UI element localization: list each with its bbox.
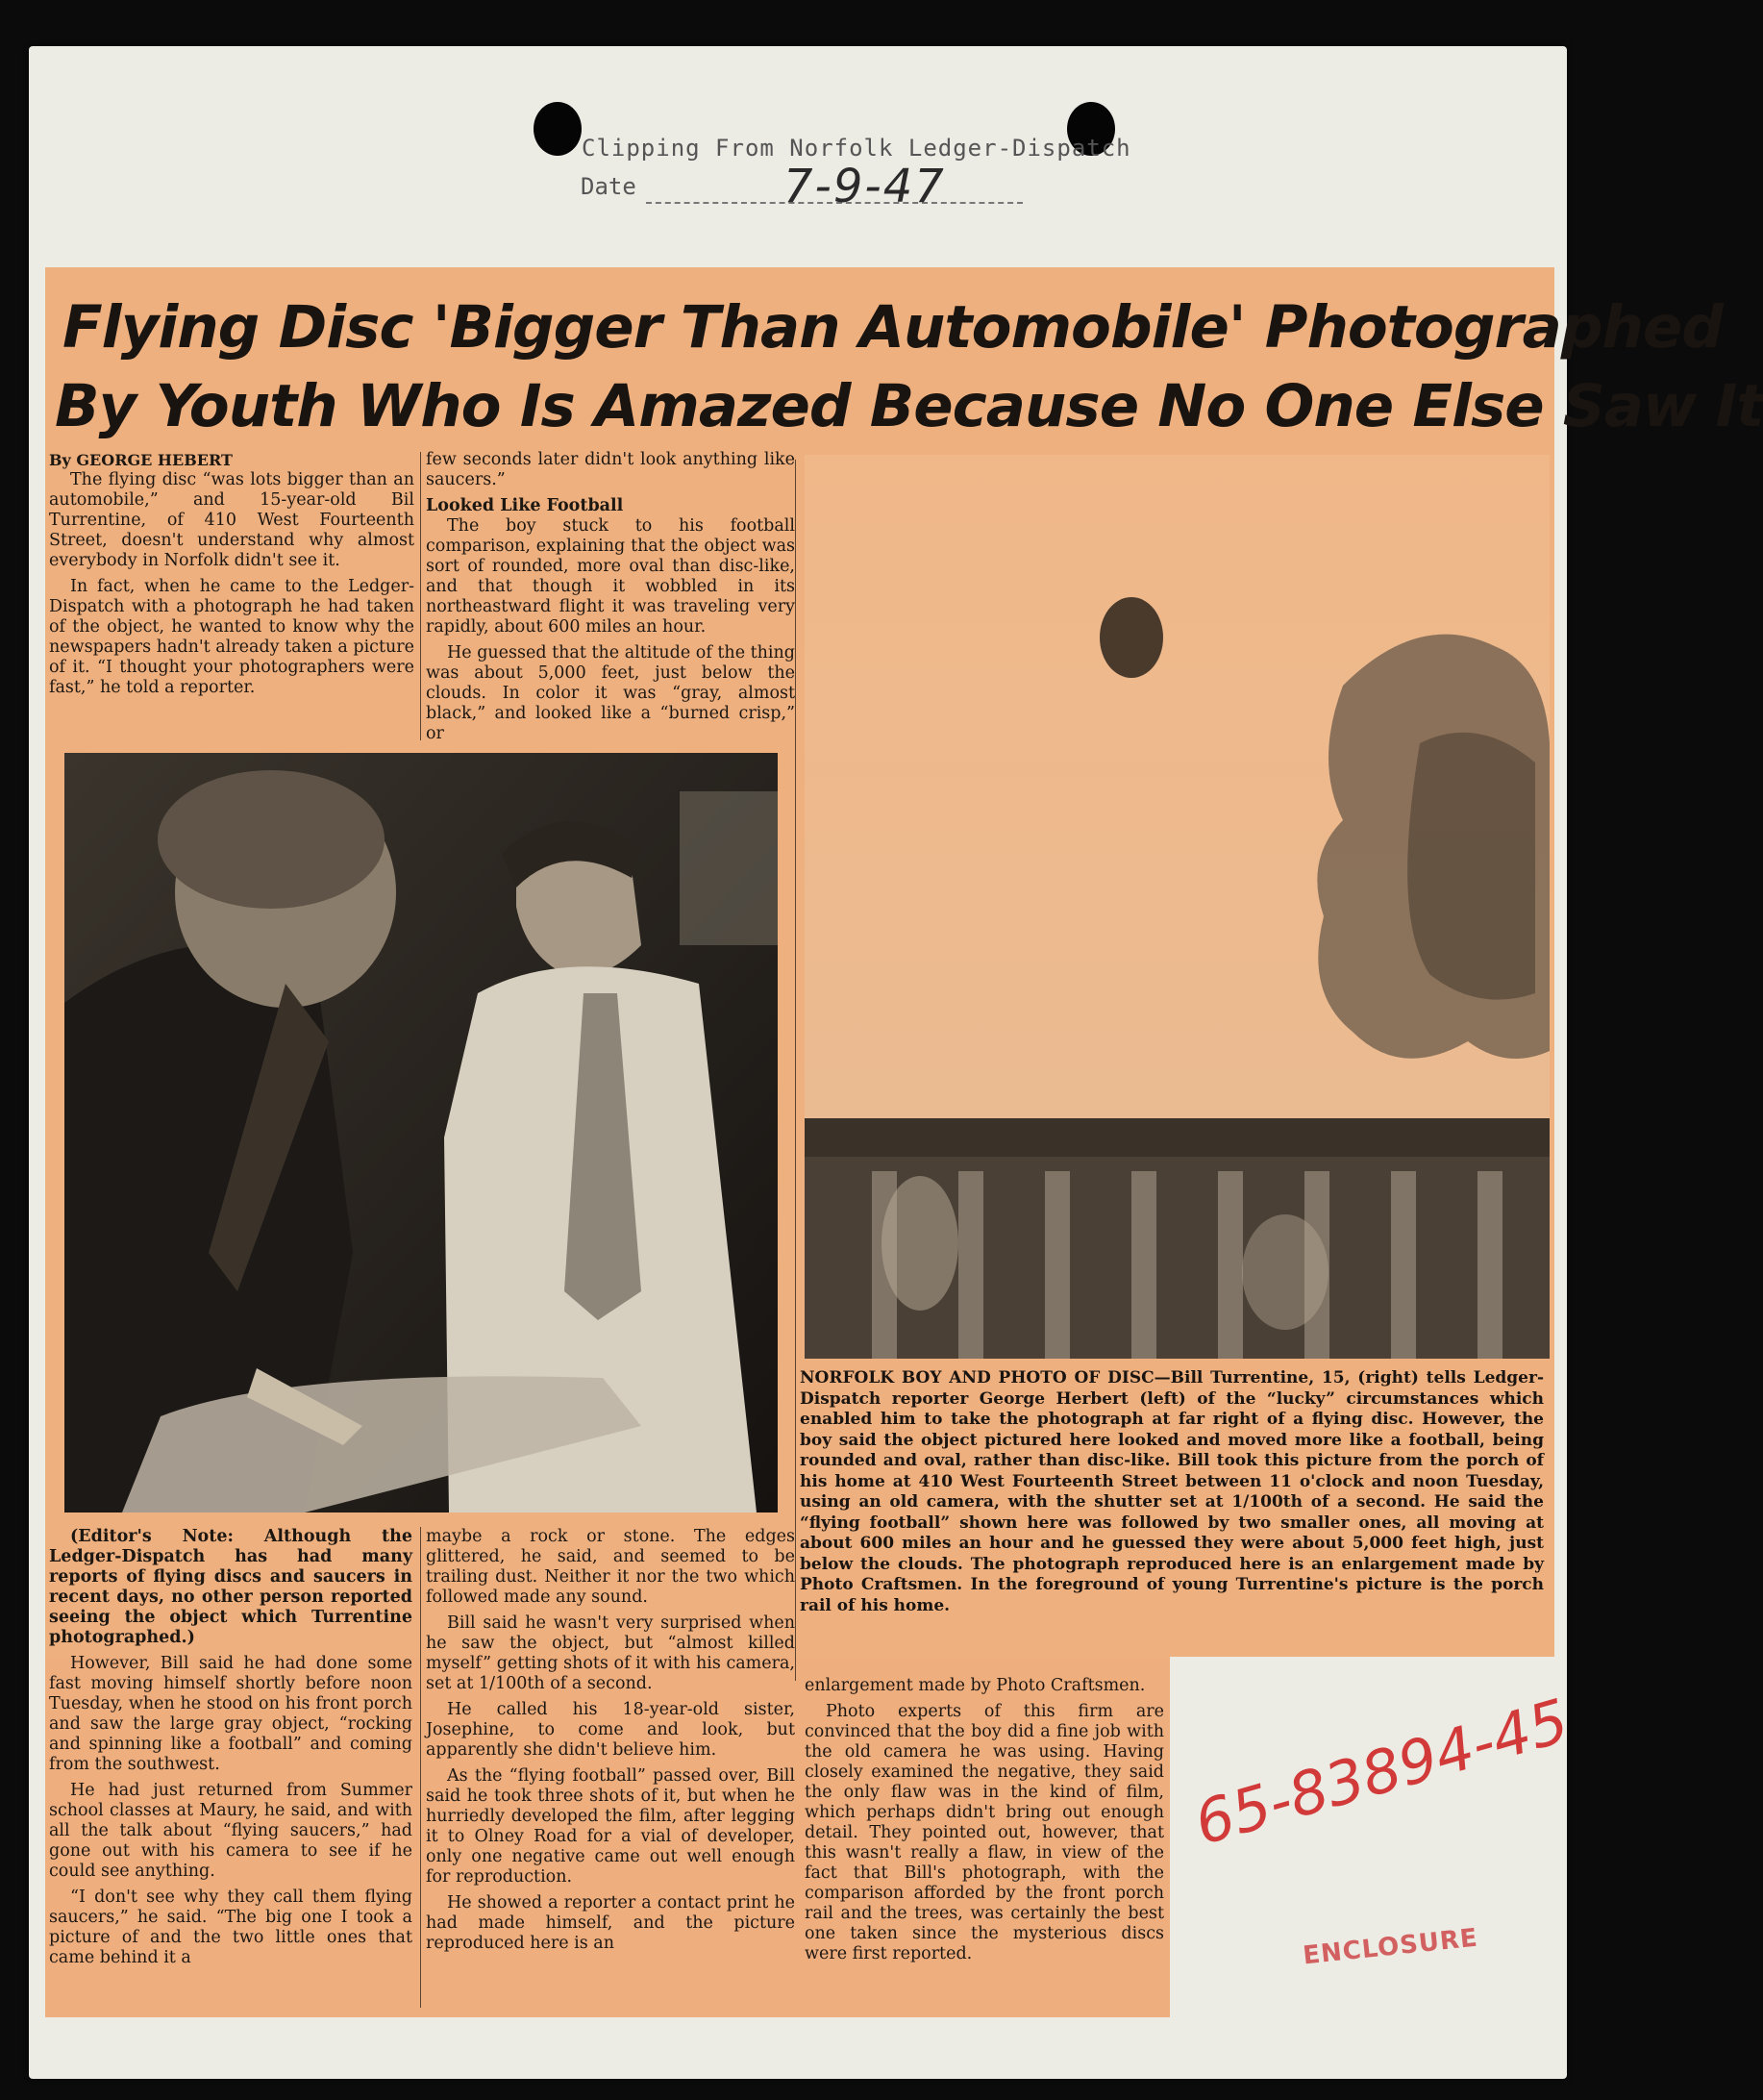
column-rule [420,452,421,740]
clipping-source-stamp: Clipping From Norfolk Ledger-Dispatch [582,135,1131,162]
column-rule [420,1527,421,2008]
enclosure-stamp: ENCLOSURE [1301,1923,1480,1971]
paragraph: The boy stuck to his football comparison, explaining that the object was sort of rounded, more oval than disc-like, and that though it wobbled in its northeastward flight it was traveling very rapidly, about 600 miles an hour. [426,516,795,637]
headline-line-1: Flying Disc 'Bigger Than Automobile' Photographed [62,293,1723,362]
paragraph: He had just returned from Summer school classes at Maury, he said, and with all the talk about “flying saucers,” had gone out with his camera to see if he could see anything. [49,1781,412,1881]
editor-note: (Editor's Note: Although the Ledger-Dispatch has had many reports of flying discs and saucers in recent days, no other person reported seeing the object which Turrentine photographed.) [49,1527,412,1647]
sky-and-porch-illustration [805,455,1550,1359]
punch-hole-left [534,102,582,156]
photo-caption: NORFOLK BOY AND PHOTO OF DISC—Bill Turrentine, 15, (right) tells Ledger-Dispatch reporter George Herbert (left) of the “lucky” circumstances which enabled him to take the photograph at far right of a flying disc. However, the boy said the object pictured here looked and moved more like a football, being rounded and oval, rather than disc-like. Bill took this picture from the porch of his home at 410 West Fourteenth Street between 11 o'clock and noon Tuesday, using an old camera, with the shutter set at 1/100th of a second. He said the “flying football” shown here was followed by two smaller ones, all moving at about 600 miles an hour and he guessed they were about 5,000 feet high, just below the clouds. The photograph reproduced here is an enlargement made by Photo Craftsmen. In the foreground of young Turrentine's picture is the porch rail of his home. [800,1368,1544,1615]
paragraph: “I don't see why they call them flying saucers,” he said. “The big one I took a picture of and the two little ones that came behind it a [49,1888,412,1967]
headline-line-2: By Youth Who Is Amazed Because No One Else Saw It [55,372,1763,440]
paragraph: As the “flying football” passed over, Bill said he took three shots of it, but when he hurriedly developed the film, after legging it to Olney Road for a vial of developer, only one negative came out well enough for reproduction. [426,1766,795,1887]
date-label: Date [581,173,636,200]
paragraph: few seconds later didn't look anything like saucers.” [426,450,795,489]
paragraph: maybe a rock or stone. The edges glittered, he said, and seemed to be trailing dust. Neither it nor the two which followed made any sound. [426,1527,795,1607]
paragraph: He guessed that the altitude of the thing was about 5,000 feet, just below the clouds. In color it was “gray, almost black,” and looked like a “burned crisp,” or [426,643,795,743]
handwritten-file-number: 65-83894-45 [1186,1685,1577,1859]
paragraph: In fact, when he came to the Ledger-Dispatch with a photograph he had taken of the object, he wanted to know why the newspapers hadn't already taken a picture of it. “I thought your photographers were fast,” he told a reporter. [49,577,414,697]
paragraph: He called his 18-year-old sister, Josephine, to come and look, but apparently she didn't believe him. [426,1700,795,1760]
byline: By GEORGE HEBERT [49,451,233,469]
disc-object [1100,597,1163,678]
subhead: Looked Like Football [426,496,624,515]
paragraph: He showed a reporter a contact print he had made himself, and the picture reproduced here is an [426,1893,795,1953]
paragraph: enlargement made by Photo Craftsmen. [805,1676,1146,1695]
paragraph: The flying disc “was lots bigger than an automobile,” and 15-year-old Bil Turrentine, of 410 West Fourteenth Street, doesn't understand why almost everybody in Norfolk didn't see it. [49,470,414,570]
handwritten-date: 7-9-47 [783,160,946,213]
column-rule [795,460,796,1681]
article-column-1-top [49,450,414,704]
paragraph: Bill said he wasn't very surprised when he saw the object, but “almost killed myself” getting shots of it with his camera, set at 1/100th of a second. [426,1613,795,1693]
article-column-3-lower [805,1676,1164,1970]
article-column-1-lower [49,1527,412,1974]
article-column-2-top [426,450,795,750]
reporter-and-boy-photo [64,753,778,1512]
paragraph: However, Bill said he had done some fast moving himself shortly before noon Tuesday, when he stood on his front porch and saw the large gray object, “rocking and spinning like a football” and coming from the southwest. [49,1654,412,1774]
photo-illustration [64,753,778,1512]
article-column-2-lower [426,1527,795,1960]
flying-disc-photo [805,455,1550,1359]
paragraph: Photo experts of this firm are convinced that the boy did a fine job with the old camera he was using. Having closely examined the negative, they said the only flaw was in the kind of film, which perhaps didn't bring out enough detail. They pointed out, however, that this wasn't really a flaw, in view of the fact that Bill's photograph, with the comparison afforded by the front porch rail and the trees, was certainly the best one taken since the mysterious discs were first reported. [805,1702,1164,1963]
